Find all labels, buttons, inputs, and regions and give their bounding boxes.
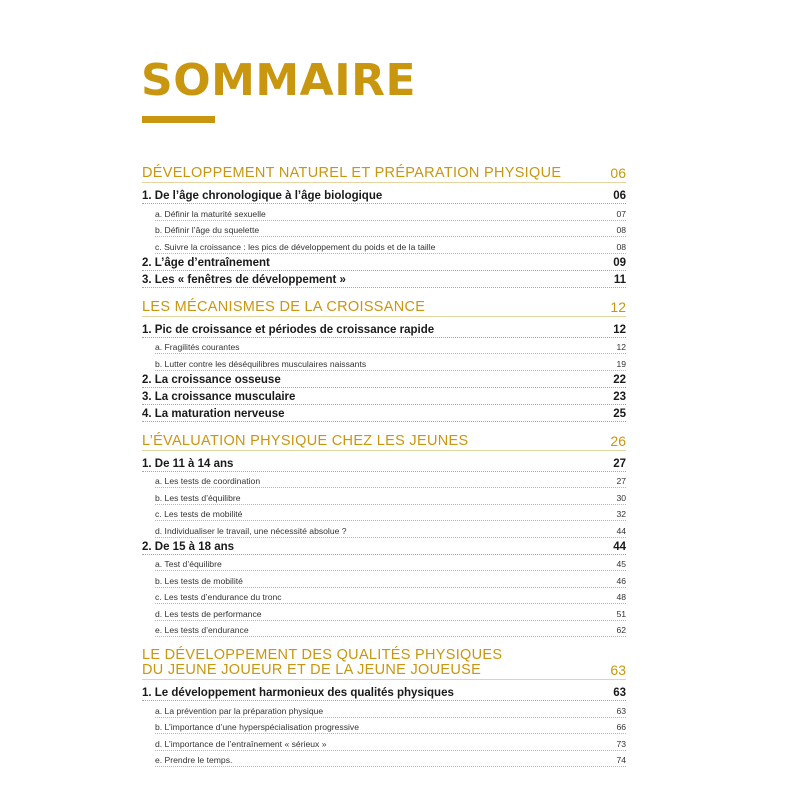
subentry-label: a. Les tests de coordination xyxy=(155,476,261,486)
subentry-page-number: 30 xyxy=(616,492,626,503)
subentry-page-number: 44 xyxy=(616,525,626,536)
section-page-number: 12 xyxy=(610,298,626,315)
toc-subentry[interactable] xyxy=(155,354,626,371)
subentry-page-number: 66 xyxy=(616,722,626,732)
section-title xyxy=(142,434,468,450)
subentry-label: b. Les tests d’équilibre xyxy=(155,492,241,503)
subentry-page-number: 12 xyxy=(616,342,626,352)
section-page-number: 26 xyxy=(610,432,626,449)
toc-subentry[interactable] xyxy=(155,338,626,355)
subentry-page-number: 63 xyxy=(616,705,626,716)
entry-label: 3. Les « fenêtres de développement » xyxy=(142,273,346,286)
toc-section xyxy=(142,648,626,767)
subentry-page-number: 08 xyxy=(616,241,626,252)
subentry-page-number: 08 xyxy=(616,225,626,235)
entry-page-number: 23 xyxy=(613,390,626,403)
section-title-line: LE DÉVELOPPEMENT DES QUALITÉS PHYSIQUES xyxy=(142,647,503,663)
entry-page-number: 22 xyxy=(613,373,626,386)
toc-entry[interactable] xyxy=(142,271,626,288)
section-title-line: DÉVELOPPEMENT NATUREL ET PRÉPARATION PHYSIQUE xyxy=(142,165,562,181)
subentry-page-number: 48 xyxy=(616,592,626,602)
subentry-label: d. Individualiser le travail, une nécessité absolue ? xyxy=(155,525,347,536)
subentry-label: b. L’importance d’une hyperspécialisation progressive xyxy=(155,722,359,732)
subentry-page-number: 32 xyxy=(616,509,626,519)
entry-page-number: 44 xyxy=(613,540,626,553)
entry-page-number: 63 xyxy=(613,687,626,699)
section-page-number: 63 xyxy=(610,662,626,678)
toc-subentry[interactable] xyxy=(155,488,626,505)
toc-subentry[interactable] xyxy=(155,237,626,254)
subentry-label: a. La prévention par la préparation physique xyxy=(155,705,324,716)
entry-page-number: 25 xyxy=(613,407,626,420)
subentry-label: b. Lutter contre les déséquilibres musculaires naissants xyxy=(155,358,367,369)
section-title-line: DU JEUNE JOUEUR ET DE LA JEUNE JOUEUSE xyxy=(142,662,482,678)
entry-page-number: 06 xyxy=(613,190,626,202)
subentry-page-number: 27 xyxy=(616,476,626,486)
toc-subentry[interactable] xyxy=(155,621,626,638)
entry-label: 2. La croissance osseuse xyxy=(142,373,281,386)
toc-entry[interactable] xyxy=(142,321,626,338)
page-title: SOMMAIRE xyxy=(141,55,417,106)
toc-subentry[interactable] xyxy=(155,604,626,621)
toc-section xyxy=(142,433,626,638)
toc-entry[interactable] xyxy=(142,254,626,271)
entry-label: 1. Pic de croissance et périodes de croissance rapide xyxy=(142,323,435,336)
subentry-label: c. Les tests de mobilité xyxy=(155,509,243,519)
section-page-number: 06 xyxy=(610,165,626,181)
toc-entry[interactable] xyxy=(142,405,626,422)
section-title-line: L’ÉVALUATION PHYSIQUE CHEZ LES JEUNES xyxy=(142,432,469,449)
toc-entry[interactable] xyxy=(142,187,626,204)
toc-subentry[interactable] xyxy=(155,521,626,538)
subentry-label: a. Définir la maturité sexuelle xyxy=(155,208,266,219)
section-heading[interactable] xyxy=(142,648,626,680)
toc-entry[interactable] xyxy=(142,388,626,405)
subentry-page-number: 73 xyxy=(616,738,626,749)
toc-subentry[interactable] xyxy=(155,505,626,522)
section-title xyxy=(142,648,502,679)
subentry-page-number: 62 xyxy=(616,625,626,635)
subentry-label: c. Les tests d’endurance du tronc xyxy=(155,592,282,602)
subentry-label: d. Les tests de performance xyxy=(155,608,262,619)
entry-page-number: 27 xyxy=(613,457,626,470)
subentry-page-number: 19 xyxy=(616,358,626,369)
entry-label: 4. La maturation nerveuse xyxy=(142,407,285,420)
toc-subentry[interactable] xyxy=(155,701,626,718)
section-title xyxy=(142,166,561,182)
toc-subentry[interactable] xyxy=(155,571,626,588)
subentry-label: b. Définir l’âge du squelette xyxy=(155,225,260,235)
toc-subentry[interactable] xyxy=(155,221,626,238)
entry-page-number: 12 xyxy=(613,323,626,336)
subentry-label: e. Prendre le temps. xyxy=(155,755,233,765)
section-title-line: LES MÉCANISMES DE LA CROISSANCE xyxy=(142,298,426,315)
section-heading[interactable] xyxy=(142,433,626,451)
subentry-page-number: 46 xyxy=(616,575,626,586)
toc-subentry[interactable] xyxy=(155,204,626,221)
section-heading[interactable] xyxy=(142,165,626,183)
toc-subentry[interactable] xyxy=(155,751,626,768)
entry-page-number: 09 xyxy=(613,256,626,269)
toc-subentry[interactable] xyxy=(155,588,626,605)
subentry-label: e. Les tests d’endurance xyxy=(155,625,249,635)
section-title xyxy=(142,300,425,316)
toc-subentry[interactable] xyxy=(155,718,626,735)
subentry-label: b. Les tests de mobilité xyxy=(155,575,243,586)
toc-section xyxy=(142,299,626,422)
title-underline xyxy=(142,116,215,123)
entry-label: 2. De 15 à 18 ans xyxy=(142,540,235,553)
subentry-label: d. L’importance de l’entraînement « sérieux » xyxy=(155,738,327,749)
entry-page-number: 11 xyxy=(613,273,626,286)
entry-label: 1. De l’âge chronologique à l’âge biologique xyxy=(142,190,383,202)
toc-entry[interactable] xyxy=(142,684,626,701)
toc-entry[interactable] xyxy=(142,455,626,472)
toc-subentry[interactable] xyxy=(155,734,626,751)
entry-label: 1. De 11 à 14 ans xyxy=(142,457,234,470)
entry-label: 1. Le développement harmonieux des qualités physiques xyxy=(142,687,454,699)
subentry-page-number: 74 xyxy=(616,755,626,765)
toc-subentry[interactable] xyxy=(155,472,626,489)
toc-section xyxy=(142,165,626,288)
subentry-page-number: 51 xyxy=(616,608,626,619)
entry-label: 3. La croissance musculaire xyxy=(142,390,296,403)
subentry-label: c. Suivre la croissance : les pics de développement du poids et de la taille xyxy=(155,241,436,252)
subentry-page-number: 45 xyxy=(616,559,626,569)
entry-label: 2. L’âge d’entraînement xyxy=(142,256,270,269)
section-heading[interactable] xyxy=(142,299,626,317)
toc-entry[interactable] xyxy=(142,538,626,555)
table-of-contents xyxy=(142,165,626,778)
subentry-page-number: 07 xyxy=(616,208,626,219)
subentry-label: a. Fragilités courantes xyxy=(155,342,240,352)
subentry-label: a. Test d’équilibre xyxy=(155,559,222,569)
toc-entry[interactable] xyxy=(142,371,626,388)
toc-subentry[interactable] xyxy=(155,555,626,572)
